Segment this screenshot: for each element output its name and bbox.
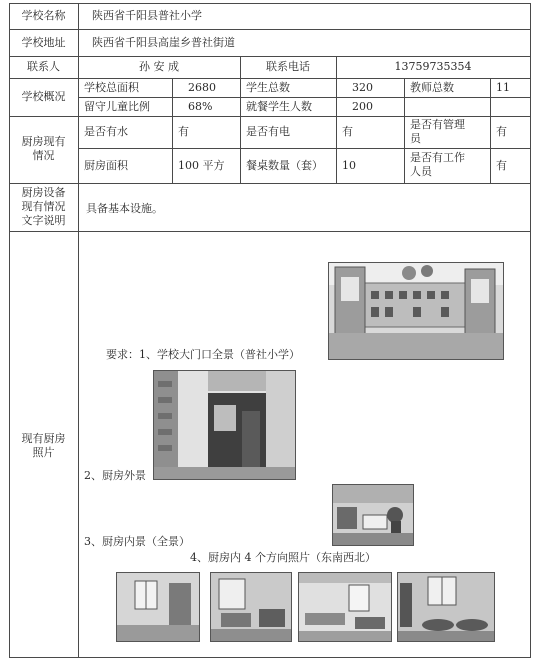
rule xyxy=(9,116,531,117)
total-area-label: 学校总面积 xyxy=(84,81,139,94)
school-name-value: 陕西省千阳县普社小学 xyxy=(92,9,202,22)
kitchen-exterior-image xyxy=(154,371,295,479)
kitchen-north-photo xyxy=(397,572,495,642)
kitchen-interior-photo xyxy=(332,484,414,546)
equipment-label-line2: 现有情况 xyxy=(21,200,66,213)
rule xyxy=(9,231,531,232)
students-label: 学生总数 xyxy=(246,81,290,94)
equipment-label-line3: 文字说明 xyxy=(21,214,66,227)
rule xyxy=(240,56,241,183)
phone-label: 联系电话 xyxy=(266,60,310,73)
kitchen-label-line2: 情况 xyxy=(32,149,55,162)
staff-label-line1: 是否有工作 xyxy=(410,151,465,164)
rule xyxy=(336,56,337,183)
contact-value: 孙 安 成 xyxy=(139,60,179,73)
kitchen-east-photo xyxy=(116,572,200,642)
manager-label-line2: 员 xyxy=(410,132,421,145)
rule xyxy=(172,78,173,183)
photos-label-line1: 现有厨房 xyxy=(21,432,66,445)
caption-kitchen-interior: 3、厨房内景（全景） xyxy=(84,535,190,548)
rule xyxy=(78,97,531,98)
contact-label: 联系人 xyxy=(27,60,60,73)
phone-value: 13759735354 xyxy=(394,60,472,73)
rule xyxy=(9,657,531,658)
water-label: 是否有水 xyxy=(84,125,128,138)
rule xyxy=(9,78,531,79)
caption-kitchen-directions: 4、厨房内 4 个方向照片（东南西北） xyxy=(190,551,376,564)
kitchen-interior-image xyxy=(333,485,413,545)
left-behind-label: 留守儿童比例 xyxy=(84,100,150,113)
school-gate-image xyxy=(329,263,503,359)
equipment-description: 具备基本设施。 xyxy=(86,202,163,215)
dining-students-label: 就餐学生人数 xyxy=(246,100,312,113)
manager-label-line1: 是否有管理 xyxy=(410,118,465,131)
school-gate-photo xyxy=(328,262,504,360)
rule xyxy=(9,3,531,4)
kitchen-exterior-photo xyxy=(153,370,296,480)
rule xyxy=(9,56,531,57)
caption-school-gate: 要求：1、学校大门口全景（普社小学） xyxy=(106,348,300,361)
kitchen-area-value: 100 平方 xyxy=(178,159,225,172)
kitchen-south-image xyxy=(211,573,291,641)
school-name-label: 学校名称 xyxy=(21,9,66,22)
rule xyxy=(78,148,531,149)
photos-label-line2: 照片 xyxy=(32,446,55,459)
dining-students-value: 200 xyxy=(352,100,373,113)
school-address-value: 陕西省千阳县高崖乡普社街道 xyxy=(92,36,235,49)
school-address-label: 学校地址 xyxy=(21,36,66,49)
manager-value: 有 xyxy=(496,125,507,138)
kitchen-west-image xyxy=(299,573,391,641)
kitchen-south-photo xyxy=(210,572,292,642)
overview-label: 学校概况 xyxy=(21,90,66,103)
students-value: 320 xyxy=(352,81,373,94)
kitchen-label-line1: 厨房现有 xyxy=(21,135,66,148)
caption-kitchen-exterior: 2、厨房外景 xyxy=(84,469,146,482)
tables-value: 10 xyxy=(342,159,356,172)
staff-label-line2: 人员 xyxy=(410,165,432,178)
kitchen-east-image xyxy=(117,573,199,641)
rule xyxy=(530,3,531,658)
water-value: 有 xyxy=(178,125,189,138)
teachers-label: 教师总数 xyxy=(410,81,454,94)
rule xyxy=(9,183,531,184)
kitchen-north-image xyxy=(398,573,494,641)
kitchen-west-photo xyxy=(298,572,392,642)
rule xyxy=(404,78,405,183)
power-label: 是否有电 xyxy=(246,125,290,138)
rule xyxy=(490,78,491,183)
staff-value: 有 xyxy=(496,159,507,172)
kitchen-area-label: 厨房面积 xyxy=(84,159,128,172)
rule xyxy=(9,29,531,30)
rule xyxy=(78,3,79,658)
tables-label: 餐桌数量（套） xyxy=(246,159,323,172)
total-area-value: 2680 xyxy=(188,81,216,94)
power-value: 有 xyxy=(342,125,353,138)
teachers-value: 11 xyxy=(496,81,510,94)
equipment-label-line1: 厨房设备 xyxy=(21,186,66,199)
left-behind-value: 68% xyxy=(188,100,213,113)
